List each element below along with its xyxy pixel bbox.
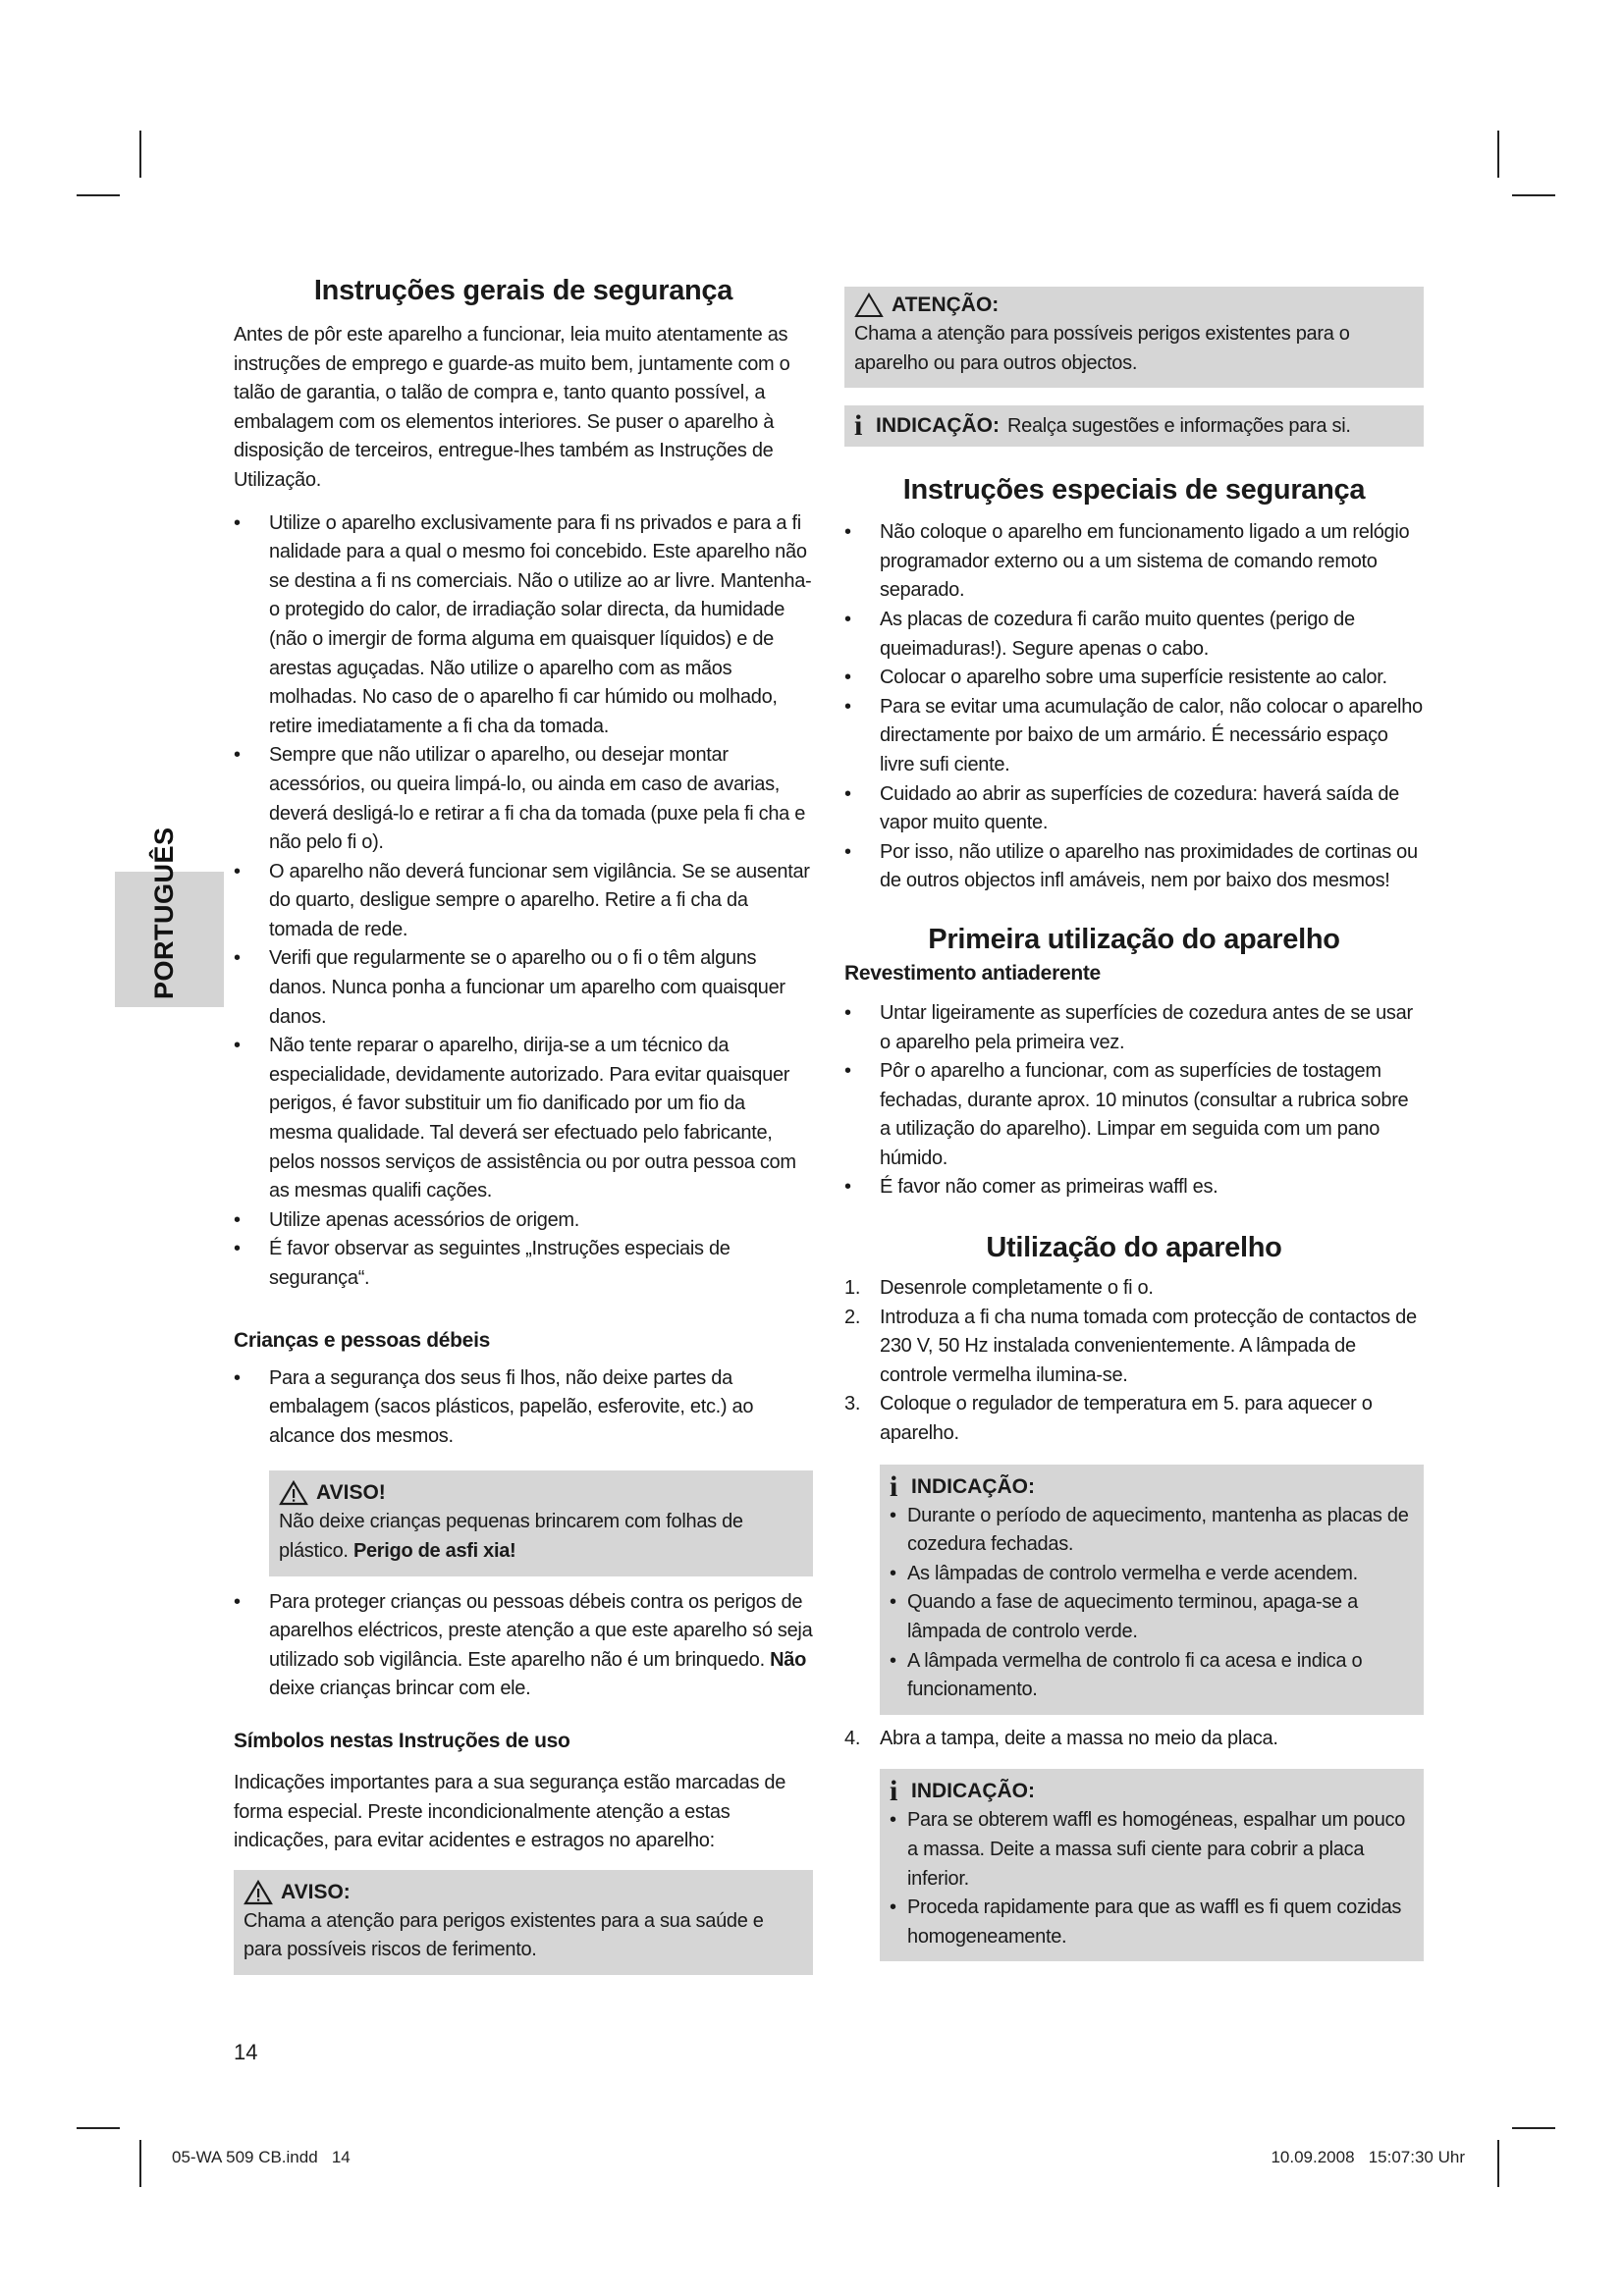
general-safety-title: Instruções gerais de segurança (313, 275, 733, 306)
list-item: • Quando a fase de aquecimento terminou, apaga-se a lâmpada de controlo verde. (890, 1588, 1414, 1646)
crop-mark (77, 194, 120, 196)
list-item: • As lâmpadas de controlo vermelha e verde acendem. (890, 1560, 1414, 1589)
left-column (234, 275, 813, 1975)
warning-emphasis: Perigo de asfi xia! (352, 1539, 516, 1562)
usage-title: Utilização do aparelho (986, 1232, 1282, 1264)
list-item: • Não tente reparar o aparelho, dirija-se a um técnico da especialidade, devidamente autorizado. Para evitar quaisquer perigos, é favor substituir um fio danificado por um fio da mesma qualidade. Tal deverá ser efectuado pelo fabricante, pelos nossos serviços de assistência ou por outra pessoa com as mesmas qualifi cações. (234, 1032, 813, 1206)
slug-timestamp: 10.09.2008 15:07:30 Uhr (1271, 2148, 1465, 2166)
list-item: • Para a segurança dos seus fi lhos, não deixe partes da embalagem (sacos plásticos, papelão, esferovite, etc.) ao alcance dos mesmos. (234, 1364, 813, 1452)
symbols-heading: Símbolos nestas Instruções de uso (234, 1729, 570, 1752)
crop-mark (77, 2127, 120, 2129)
children-list-2 (234, 1588, 813, 1704)
list-item: • Não coloque o aparelho em funcionamento ligado a um relógio programador externo ou a um sistema de comando remoto separado. (844, 518, 1424, 606)
symbols-paragraph: Indicações importantes para a sua segurança estão marcadas de forma especial. Preste incondicionalmente atenção a estas indicações, para evitar acidentes e estragos no aparelho: (234, 1771, 786, 1852)
list-item: • Verifi que regularmente se o aparelho ou o fi o têm alguns danos. Nunca ponha a funcionar um aparelho com quaisquer danos. (234, 944, 813, 1032)
list-item: • O aparelho não deverá funcionar sem vigilância. Se se ausentar do quarto, desligue sempre o aparelho. Retire a fi cha da tomada de rede. (234, 858, 813, 945)
intro-paragraph: Antes de pôr este aparelho a funcionar, leia muito atentamente as instruções de emprego e guarde-as muito bem, juntamente com o talão de garantia, o talão de compra e, tanto quanto possível, a embalagem com os elementos interiores. Se puser o aparelho à disposição de terceiros, entregue-lhes também as Instruções de Utilização. (234, 324, 790, 491)
warning-title: AVISO: (281, 1880, 351, 1903)
step-item: 3. Coloque o regulador de temperatura em 5. para aquecer o aparelho. (844, 1393, 1373, 1445)
attention-box (844, 287, 1424, 388)
info-title: INDICAÇÃO: (911, 1474, 1035, 1498)
list-item: • É favor não comer as primeiras waffl es. (844, 1173, 1424, 1202)
list-item: • Cuidado ao abrir as superfícies de cozedura: haverá saída de vapor muito quente. (844, 780, 1424, 838)
list-item: • Utilize apenas acessórios de origem. (234, 1206, 813, 1236)
list-item: • É favor observar as seguintes „Instruções especiais de segurança“. (234, 1235, 813, 1293)
info-icon: i (890, 1775, 898, 1808)
list-item: • A lâmpada vermelha de controlo fi ca acesa e indica o funcionamento. (890, 1647, 1414, 1705)
list-item: • Colocar o aparelho sobre uma superfície resistente ao calor. (844, 664, 1424, 693)
children-list (234, 1364, 813, 1452)
list-item: • Sempre que não utilizar o aparelho, ou desejar montar acessórios, ou queira limpá-lo, ou ainda em caso de avarias, deverá desligá-lo e retirar a fi cha da tomada (puxe pela fi cha e não pelo fi o). (234, 741, 813, 857)
step-item: 1. Desenrole completamente o fi o. (844, 1277, 1154, 1300)
list-item: • Utilize o aparelho exclusivamente para fi ns privados e para a fi nalidade para a qual o mesmo foi concebido. Este aparelho não se destina a fi ns comerciais. Não o utilize ao ar livre. Mantenha-o protegido do calor, de irradiação solar directa, da humidade (não o imergir de forma alguma em quaisquer líquidos) e de arestas aguçadas. Não utilize o aparelho com as mãos molhadas. No caso de o aparelho fi car húmido ou molhado, retire imediatamente a fi cha da tomada. (234, 509, 813, 742)
language-tab (115, 827, 224, 1007)
crop-mark (1497, 2140, 1499, 2187)
list-item: • Para se evitar uma acumulação de calor, não colocar o aparelho directamente por baixo de um armário. É necessário espaço livre sufi ciente. (844, 693, 1424, 780)
coating-heading: Revestimento antiaderente (844, 961, 1101, 985)
info-text: Realça sugestões e informações para si. (1007, 415, 1351, 438)
language-tab-label: PORTUGUÊS (149, 827, 179, 999)
heating-notes-list (890, 1502, 1414, 1705)
usage-steps-continued (844, 1725, 1424, 1754)
info-box-waffles (880, 1769, 1424, 1961)
general-safety-list (234, 509, 813, 1294)
attention-triangle-icon (854, 293, 884, 318)
list-item: • Pôr o aparelho a funcionar, com as superfícies de tostagem fechadas, durante aprox. 10 minutos (consultar a rubrica sobre a utilização do aparelho). Limpar em seguida com um pano húmido. (844, 1057, 1424, 1173)
right-column (844, 287, 1424, 1961)
crop-mark (1512, 194, 1555, 196)
list-item: • Untar ligeiramente as superfícies de cozedura antes de se usar o aparelho pela primeira vez. (844, 999, 1424, 1057)
warning-triangle-icon (279, 1480, 308, 1506)
info-icon: i (854, 409, 863, 443)
crop-mark (139, 2140, 141, 2187)
list-item: • As placas de cozedura fi carão muito quentes (perigo de queimaduras!). Segure apenas o cabo. (844, 606, 1424, 664)
list-item: • Durante o período de aquecimento, mantenha as placas de cozedura fechadas. (890, 1502, 1414, 1560)
step-item: 4. Abra a tampa, deite a massa no meio da placa. (844, 1727, 1278, 1749)
list-item: • Proceda rapidamente para que as waffl es fi quem cozidas homogeneamente. (890, 1894, 1414, 1951)
crop-mark (139, 131, 141, 178)
warning-box-symbol (234, 1870, 813, 1975)
list-item: • Por isso, não utilize o aparelho nas proximidades de cortinas ou de outros objectos infl amáveis, nem por baixo dos mesmos! (844, 838, 1424, 896)
first-use-title: Primeira utilização do aparelho (928, 923, 1340, 955)
crop-mark (1512, 2127, 1555, 2129)
step-item: 2. Introduza a fi cha numa tomada com protecção de contactos de 230 V, 50 Hz instalada convenientemente. A lâmpada de controle vermelha ilumina-se. (844, 1306, 1417, 1386)
special-safety-title: Instruções especiais de segurança (902, 474, 1366, 507)
waffle-notes-list (890, 1806, 1414, 1951)
info-title: INDICAÇÃO: (876, 414, 1000, 438)
attention-title: ATENÇÃO: (892, 294, 1000, 316)
first-use-list (844, 999, 1424, 1202)
crop-mark (1497, 131, 1499, 178)
info-icon: i (890, 1469, 898, 1503)
info-title: INDICAÇÃO: (911, 1780, 1035, 1803)
warning-title: AVISO! (316, 1481, 386, 1505)
warning-box-children (269, 1470, 813, 1575)
info-box-heating (880, 1465, 1424, 1715)
warning-triangle-icon (244, 1880, 273, 1905)
slug-filename: 05-WA 509 CB.indd 14 (172, 2148, 351, 2166)
special-safety-list (844, 518, 1424, 896)
usage-steps (844, 1274, 1424, 1449)
attention-text: Chama a atenção para possíveis perigos existentes para o aparelho ou para outros objectos. (854, 323, 1350, 374)
page-number: 14 (234, 2040, 258, 2064)
warning-text: Chama a atenção para perigos existentes para a sua saúde e para possíveis riscos de ferimento. (244, 1909, 764, 1961)
children-heading: Crianças e pessoas débeis (234, 1328, 490, 1352)
list-item: • Para proteger crianças ou pessoas débeis contra os perigos de aparelhos eléctricos, preste atenção a que este aparelho só seja utilizado sob vigilância. Este aparelho não é um brinquedo. Não deixe crianças brincar com ele. (234, 1588, 813, 1704)
info-box-symbol (844, 405, 1424, 447)
list-item: • Para se obterem waffl es homogéneas, espalhar um pouco a massa. Deite a massa sufi ciente para cobrir a placa inferior. (890, 1806, 1414, 1894)
warning-text: Não deixe crianças pequenas brincarem com folhas de plástico. (279, 1511, 743, 1562)
